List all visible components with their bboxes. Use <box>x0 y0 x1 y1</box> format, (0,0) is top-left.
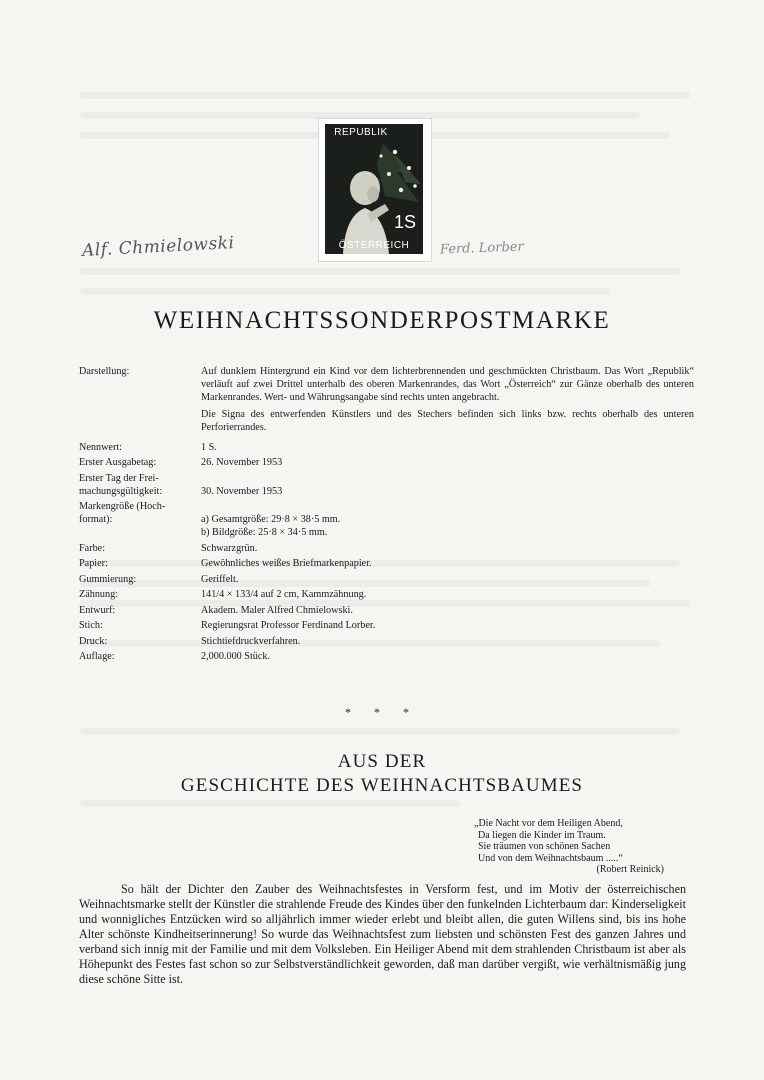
stamp-picture <box>325 124 423 254</box>
detail-label: Druck: <box>79 635 108 647</box>
detail-label: Nennwert: <box>79 441 122 453</box>
poem-author: (Robert Reinick) <box>596 864 664 875</box>
signature-lorber: Ferd. Lorber <box>439 239 524 258</box>
detail-value: Regierungsrat Professor Ferdinand Lorber. <box>201 620 376 631</box>
detail-label: Darstellung: <box>79 366 130 377</box>
section-title-line-1: AUS DER <box>337 751 427 772</box>
detail-row-gummierung <box>79 573 694 586</box>
detail-row-farbe <box>79 542 694 555</box>
stamp-details-table <box>79 365 694 666</box>
poem-line: Sie träumen von schönen Sachen <box>478 841 611 852</box>
detail-value <box>201 365 694 438</box>
detail-label: Auflage: <box>79 651 115 662</box>
signature-chmielowski: Alf. Chmielowski <box>81 233 235 261</box>
section-title <box>0 750 764 798</box>
christmas-child-illustration <box>325 124 423 254</box>
detail-row-entwurf <box>79 604 694 617</box>
detail-row-stich <box>79 619 694 632</box>
detail-label: Entwurf: <box>79 604 116 616</box>
detail-row-druck <box>79 635 694 648</box>
poem-quote <box>474 818 664 876</box>
stamp-image <box>318 118 432 262</box>
detail-value: Schwarzgrün. <box>201 542 258 554</box>
detail-row-auflage <box>79 650 694 663</box>
stamp-value-text: 1S <box>393 212 416 232</box>
detail-value: Gewöhnliches weißes Briefmarkenpapier. <box>201 558 372 569</box>
erster-tag-value: 30. November 1953 <box>201 485 283 497</box>
detail-row-nennwert <box>79 441 694 454</box>
detail-row-darstellung <box>79 365 694 438</box>
markengroesse-b: b) Bildgröße: 25·8 × 34·5 mm. <box>201 527 328 538</box>
detail-value: Geriffelt. <box>201 573 239 585</box>
detail-row-papier <box>79 557 694 570</box>
detail-label: Stich: <box>79 620 103 631</box>
section-title-line-2: GESCHICHTE DES WEIHNACHTSBAUMES <box>180 775 584 796</box>
detail-value <box>201 472 694 498</box>
poem-line: „Die Nacht vor dem Heiligen Abend, <box>474 818 623 829</box>
detail-value <box>201 500 694 539</box>
darstellung-paragraph-1: Auf dunklem Hintergrund ein Kind vor dem lichterbrennenden und geschmückten Christbaum. Das Wort „Republik“ verläuft auf zwei Drittel unterhalb des oberen Markenrandes, das Wort „Österreich“ zur Gänze oberhalb des unteren Markenrandes. Wert- und Währungsangabe sind rechts unten angebracht. <box>201 366 694 403</box>
detail-label <box>79 500 201 539</box>
detail-value: Akadem. Maler Alfred Chmielowski. <box>201 604 353 616</box>
body-paragraph: So hält der Dichter den Zauber des Weihnachtsfestes in Versform fest, und im Motiv der österreichischen Weihnachtsmarke stellt der Künstler die strahlende Freude des Kindes über den funkelnden Lichterbaum dar: Kinderseligkeit und wonnigliches Entzücken wird so alljährlich immer wieder erlebt und bleibt allen, die guten Willens sind, bis ins hohe Alter schönste Kindheitserinnerung! So wurde das Weihnachtsfest zum liebsten und schönsten Fest des ganzen Jahres und verband sich innig mit der Familie und mit dem Volksleben. Ein Heiliger Abend mit dem strahlenden Christbaum ist aber als Höhepunkt des Festes fast schon so zur Selbstverständlichkeit geworden, daß man darüber vergißt, wie verhältnismäßig jung diese schöne Sitte ist. <box>79 882 686 986</box>
detail-value: Stichtiefdruckverfahren. <box>201 635 301 647</box>
detail-value: 1 S. <box>201 441 217 453</box>
detail-row-zaehnung <box>79 588 694 601</box>
detail-label-line: Erster Tag der Frei- <box>79 472 159 484</box>
detail-label-line: format): <box>79 514 113 525</box>
detail-label: Zähnung: <box>79 589 119 600</box>
detail-row-ausgabetag <box>79 456 694 469</box>
detail-value: 26. November 1953 <box>201 457 283 468</box>
detail-label <box>79 472 201 498</box>
markengroesse-a: a) Gesamtgröße: 29·8 × 38·5 mm. <box>201 514 341 525</box>
detail-label-line: machungsgültigkeit: <box>79 485 163 497</box>
stamp-oesterreich-text: ÖSTERREICH <box>338 240 410 251</box>
detail-label-line: Markengröße (Hoch- <box>79 501 166 512</box>
page-title: WEIHNACHTSSONDERPOSTMARKE <box>153 307 611 334</box>
detail-value: 2,000.000 Stück. <box>201 651 271 662</box>
detail-label: Erster Ausgabetag: <box>79 457 157 468</box>
detail-row-erster-tag <box>79 472 694 498</box>
darstellung-paragraph-2: Die Signa des entwerfenden Künstlers und des Stechers befinden sich links bzw. rechts oberhalb des unteren Perforierrandes. <box>201 409 694 433</box>
detail-value: 141/4 × 133/4 auf 2 cm, Kammzähnung. <box>201 589 367 600</box>
poem-line: Da liegen die Kinder im Traum. <box>478 829 606 841</box>
detail-label: Gummierung: <box>79 573 137 585</box>
detail-label: Papier: <box>79 558 108 569</box>
poem-line: Und von dem Weihnachtsbaum .....“ <box>478 852 623 864</box>
stamp-republik-text: REPUBLIK <box>334 127 388 138</box>
detail-row-markengroesse <box>79 500 694 539</box>
section-divider-stars: * * * <box>345 705 419 719</box>
detail-label: Farbe: <box>79 542 106 554</box>
